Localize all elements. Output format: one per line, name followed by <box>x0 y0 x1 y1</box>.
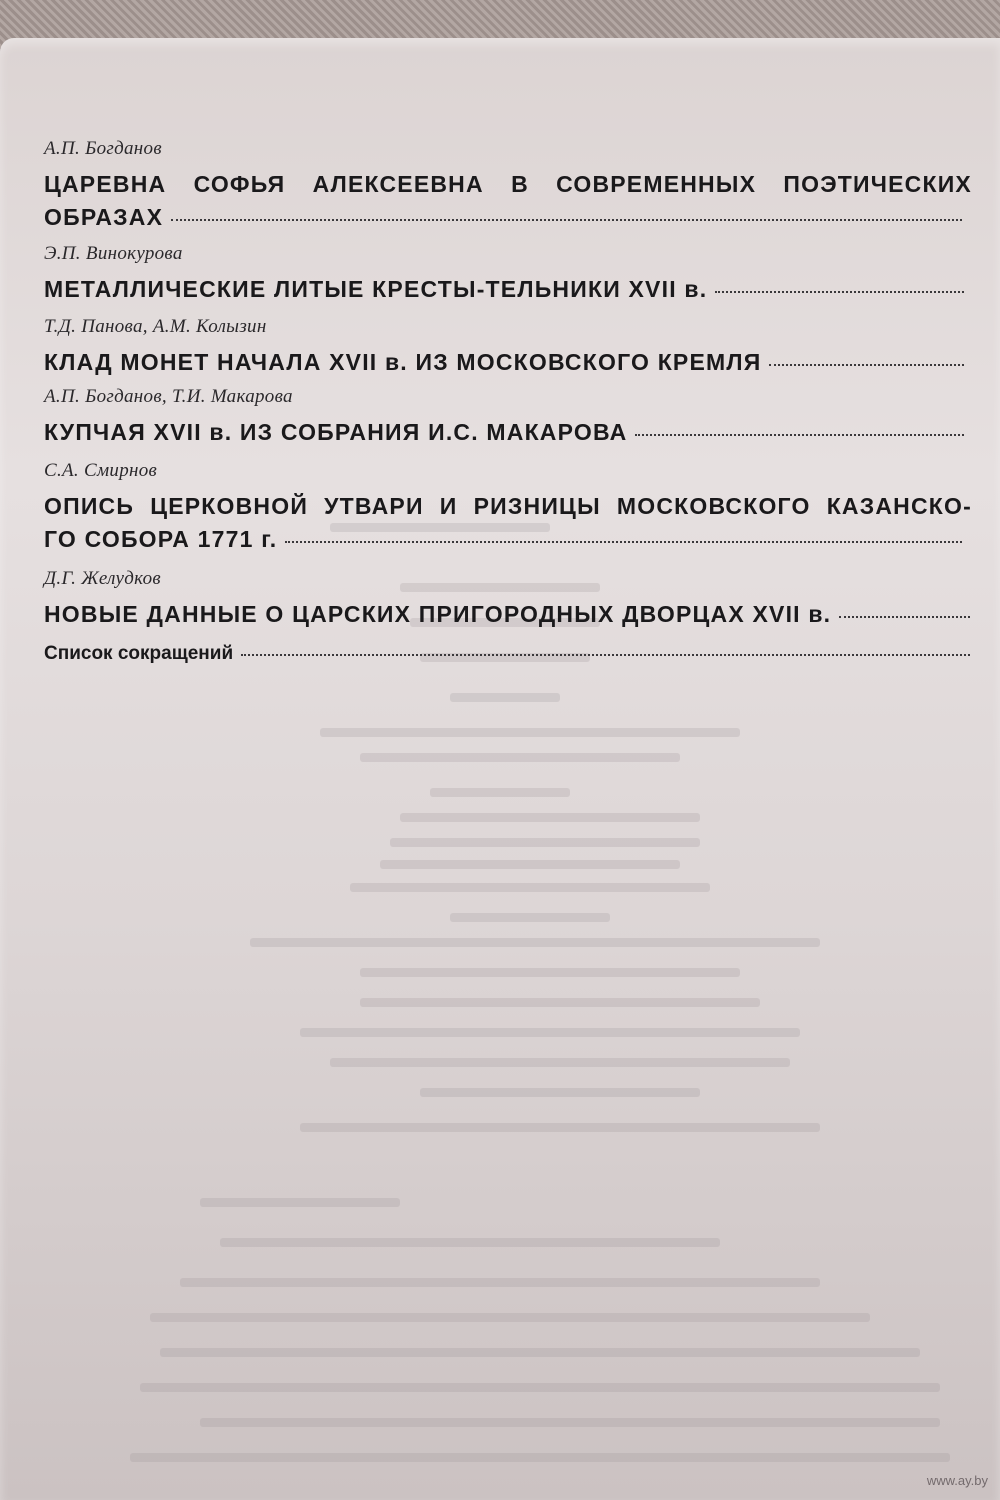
dot-leader <box>839 616 970 618</box>
entry-author: А.П. Богданов <box>44 138 162 159</box>
abbreviations-label: Список сокращений <box>44 643 234 664</box>
entry-author: Э.П. Винокурова <box>44 243 183 264</box>
title-text: КУПЧАЯ XVII в. ИЗ СОБРАНИЯ И.С. МАКАРОВА <box>44 419 628 445</box>
toc-entry <box>44 386 964 449</box>
entry-author: Д.Г. Желудков <box>44 568 161 589</box>
title-word: КАЗАНСКО- <box>826 493 972 519</box>
title-text: ГО СОБОРА 1771 г. <box>44 526 278 552</box>
toc-entry <box>44 138 974 234</box>
entry-title <box>44 490 972 523</box>
entry-author: А.П. Богданов, Т.И. Макарова <box>44 386 293 407</box>
title-word: УТВАРИ <box>324 493 424 519</box>
toc-entry <box>44 243 964 306</box>
dot-leader <box>635 434 964 436</box>
toc-entry <box>44 316 964 379</box>
dot-leader <box>769 364 964 366</box>
book-page <box>0 38 1000 1500</box>
entry-title <box>44 598 970 631</box>
title-text: НОВЫЕ ДАННЫЕ О ЦАРСКИХ ПРИГОРОДНЫХ ДВОРЦАХ XVII в. <box>44 601 832 627</box>
title-word: ОПИСЬ <box>44 493 135 519</box>
entry-title-continued <box>44 201 962 234</box>
watermark: www.ay.by <box>926 1473 988 1488</box>
dot-leader <box>171 219 962 221</box>
dot-leader <box>241 654 970 656</box>
title-word: СОФЬЯ <box>193 171 286 197</box>
title-word: И <box>439 493 458 519</box>
abbreviations-line <box>44 643 970 665</box>
title-word: РИЗНИЦЫ <box>473 493 601 519</box>
entry-title <box>44 346 964 379</box>
title-word: В <box>511 171 529 197</box>
toc-entry-abbreviations <box>44 643 970 665</box>
toc-entry <box>44 460 974 556</box>
entry-title <box>44 273 964 306</box>
title-word: ЦАРЕВНА <box>44 171 167 197</box>
title-word: ЦЕРКОВНОЙ <box>150 493 309 519</box>
title-text: КЛАД МОНЕТ НАЧАЛА XVII в. ИЗ МОСКОВСКОГО КРЕМЛЯ <box>44 349 762 375</box>
dot-leader <box>715 291 964 293</box>
entry-author: С.А. Смирнов <box>44 460 158 481</box>
entry-title <box>44 168 972 201</box>
title-word: АЛЕКСЕЕВНА <box>312 171 484 197</box>
entry-title <box>44 416 964 449</box>
title-word: ПОЭТИЧЕСКИХ <box>783 171 972 197</box>
title-text: МЕТАЛЛИЧЕСКИЕ ЛИТЫЕ КРЕСТЫ-ТЕЛЬНИКИ XVII в. <box>44 276 708 302</box>
toc-entry <box>44 568 970 631</box>
title-text: ОБРАЗАХ <box>44 204 164 230</box>
entry-title-continued <box>44 523 962 556</box>
title-word: МОСКОВСКОГО <box>616 493 811 519</box>
title-word: СОВРЕМЕННЫХ <box>556 171 757 197</box>
entry-author: Т.Д. Панова, А.М. Колызин <box>44 316 267 337</box>
dot-leader <box>285 541 962 543</box>
